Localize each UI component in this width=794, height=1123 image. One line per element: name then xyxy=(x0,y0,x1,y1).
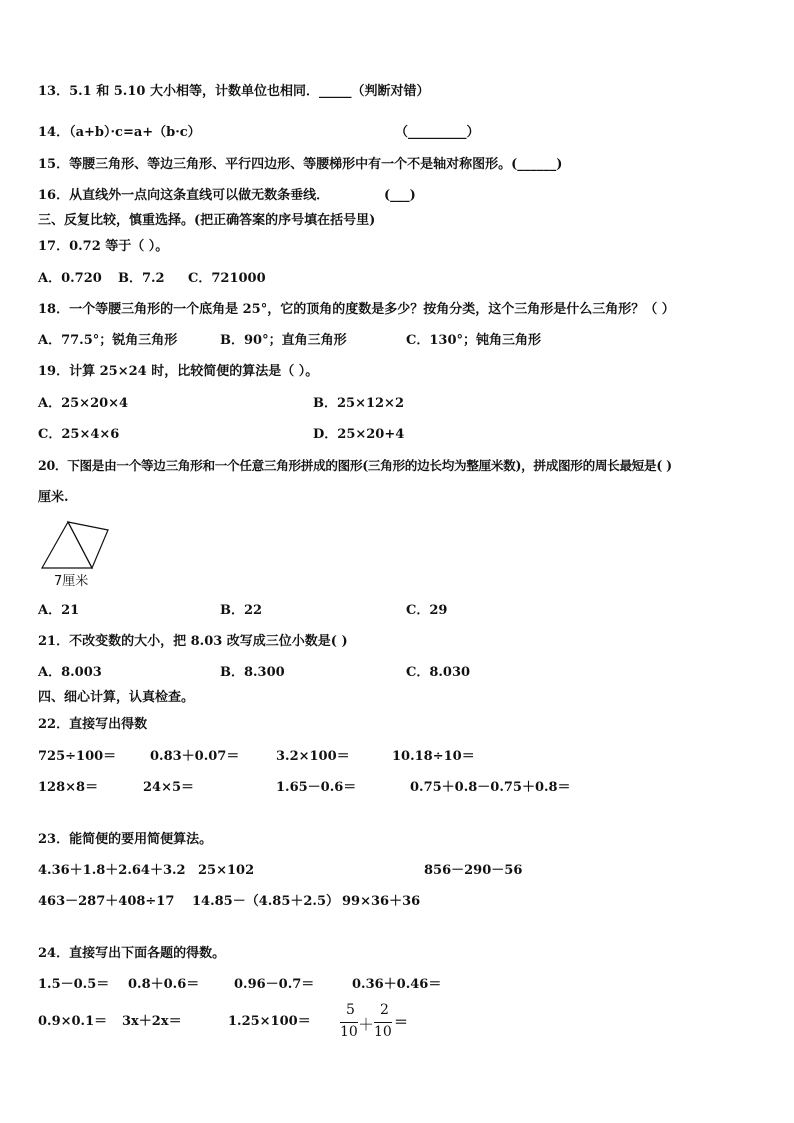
question-13: 13．5.1 和 5.10 大小相等，计数单位也相同．_____（判断对错） xyxy=(38,84,430,99)
question-18: 18．一个等腰三角形的一个底角是 25°，它的顶角的度数是多少？按角分类，这个三角形是什么三角形？（ ） xyxy=(38,302,675,317)
fraction-1-bar xyxy=(340,1022,358,1023)
q24-expr-6: 3x＋2x＝ xyxy=(122,1014,182,1029)
q24-expr-5: 0.9×0.1＝ xyxy=(38,1014,108,1029)
fraction-1-numerator: 5 xyxy=(346,1002,355,1018)
q22-expr-1: 725÷100＝ xyxy=(38,749,117,764)
q23-expr-5: 14.85－（4.85＋2.5） xyxy=(192,894,339,909)
fraction-2-bar xyxy=(374,1022,392,1023)
q18-option-a: A．77.5°；锐角三角形 xyxy=(38,333,178,348)
q24-expr-3: 0.96－0.7＝ xyxy=(234,977,315,992)
fraction-2-denominator: 10 xyxy=(374,1024,392,1040)
q22-expr-2: 0.83＋0.07＝ xyxy=(150,749,240,764)
q22-expr-6: 24×5＝ xyxy=(143,780,195,795)
question-23: 23．能简便的要用简便算法。 xyxy=(38,832,213,847)
question-19: 19．计算 25×24 时，比较简便的算法是（ ）。 xyxy=(38,364,319,379)
q17-option-a: A．0.720 xyxy=(38,271,102,286)
q19-option-d: D．25×20+4 xyxy=(313,427,405,442)
q19-option-b: B．25×12×2 xyxy=(313,396,405,411)
fraction-2-numerator: 2 xyxy=(380,1002,389,1018)
q24-expr-2: 0.8＋0.6＝ xyxy=(128,977,200,992)
q17-option-c: C．721000 xyxy=(188,271,266,286)
triangle-figure xyxy=(40,520,120,592)
section-4-heading: 四、细心计算，认真检查。 xyxy=(38,690,195,705)
q20-option-a: A．21 xyxy=(38,603,80,618)
question-16: 16．从直线外一点向这条直线可以做无数条垂线． xyxy=(38,188,330,203)
triangles-diagram xyxy=(40,520,120,576)
fraction-plus-sign: ＋ xyxy=(358,1015,375,1034)
q23-expr-2: 25×102 xyxy=(198,863,255,878)
arbitrary-triangle xyxy=(68,522,108,568)
q21-option-b: B．8.300 xyxy=(220,665,285,680)
question-20: 20．下图是由一个等边三角形和一个任意三角形拼成的图形(三角形的边长均为整厘米数)，拼成图形的周长最短是( ) xyxy=(38,458,672,473)
question-16-answer-bracket: (___) xyxy=(384,188,416,203)
q19-option-a: A．25×20×4 xyxy=(38,396,129,411)
q23-expr-4: 463－287＋408÷17 xyxy=(38,894,175,909)
question-14-answer-bracket: （_________） xyxy=(395,125,480,140)
question-24: 24．直接写出下面各题的得数。 xyxy=(38,946,226,961)
question-14: 14．（a+b）·c=a+（b·c） xyxy=(38,125,201,140)
q22-expr-7: 1.65－0.6＝ xyxy=(276,780,357,795)
question-21: 21．不改变数的大小，把 8.03 改写成三位小数是( ) xyxy=(38,634,348,649)
q17-option-b: B．7.2 xyxy=(118,271,165,286)
question-20-unit: 厘米. xyxy=(38,490,69,505)
q23-expr-3: 856－290－56 xyxy=(424,863,523,878)
question-17: 17．0.72 等于（ ）。 xyxy=(38,239,169,254)
q18-option-b: B．90°；直角三角形 xyxy=(220,333,347,348)
q24-fraction-expression xyxy=(338,1002,418,1044)
q22-expr-4: 10.18÷10＝ xyxy=(392,749,475,764)
fraction-equals-sign: ＝ xyxy=(394,1015,408,1031)
q21-option-a: A．8.003 xyxy=(38,665,102,680)
q22-expr-5: 128×8＝ xyxy=(38,780,99,795)
section-3-heading: 三、反复比较，慎重选择。(把正确答案的序号填在括号里) xyxy=(38,213,376,228)
q20-option-b: B．22 xyxy=(220,603,263,618)
q23-expr-1: 4.36＋1.8＋2.64＋3.2 xyxy=(38,863,186,878)
equilateral-triangle xyxy=(42,522,92,568)
q19-option-c: C．25×4×6 xyxy=(38,427,120,442)
q24-expr-1: 1.5－0.5＝ xyxy=(38,977,110,992)
q24-expr-4: 0.36＋0.46＝ xyxy=(352,977,442,992)
question-22: 22．直接写出得数 xyxy=(38,717,148,732)
q23-expr-6: 99×36＋36 xyxy=(342,894,421,909)
q20-option-c: C．29 xyxy=(406,603,448,618)
figure-side-label: 7厘米 xyxy=(54,574,89,589)
q22-expr-3: 3.2×100＝ xyxy=(276,749,350,764)
fraction-1-denominator: 10 xyxy=(340,1024,358,1040)
question-15: 15．等腰三角形、等边三角形、平行四边形、等腰梯形中有一个不是轴对称图形。(______) xyxy=(38,157,563,172)
q21-option-c: C．8.030 xyxy=(406,665,471,680)
q22-expr-8: 0.75＋0.8－0.75＋0.8＝ xyxy=(410,780,571,795)
q24-expr-7: 1.25×100＝ xyxy=(228,1014,311,1029)
q18-option-c: C．130°；钝角三角形 xyxy=(406,333,541,348)
